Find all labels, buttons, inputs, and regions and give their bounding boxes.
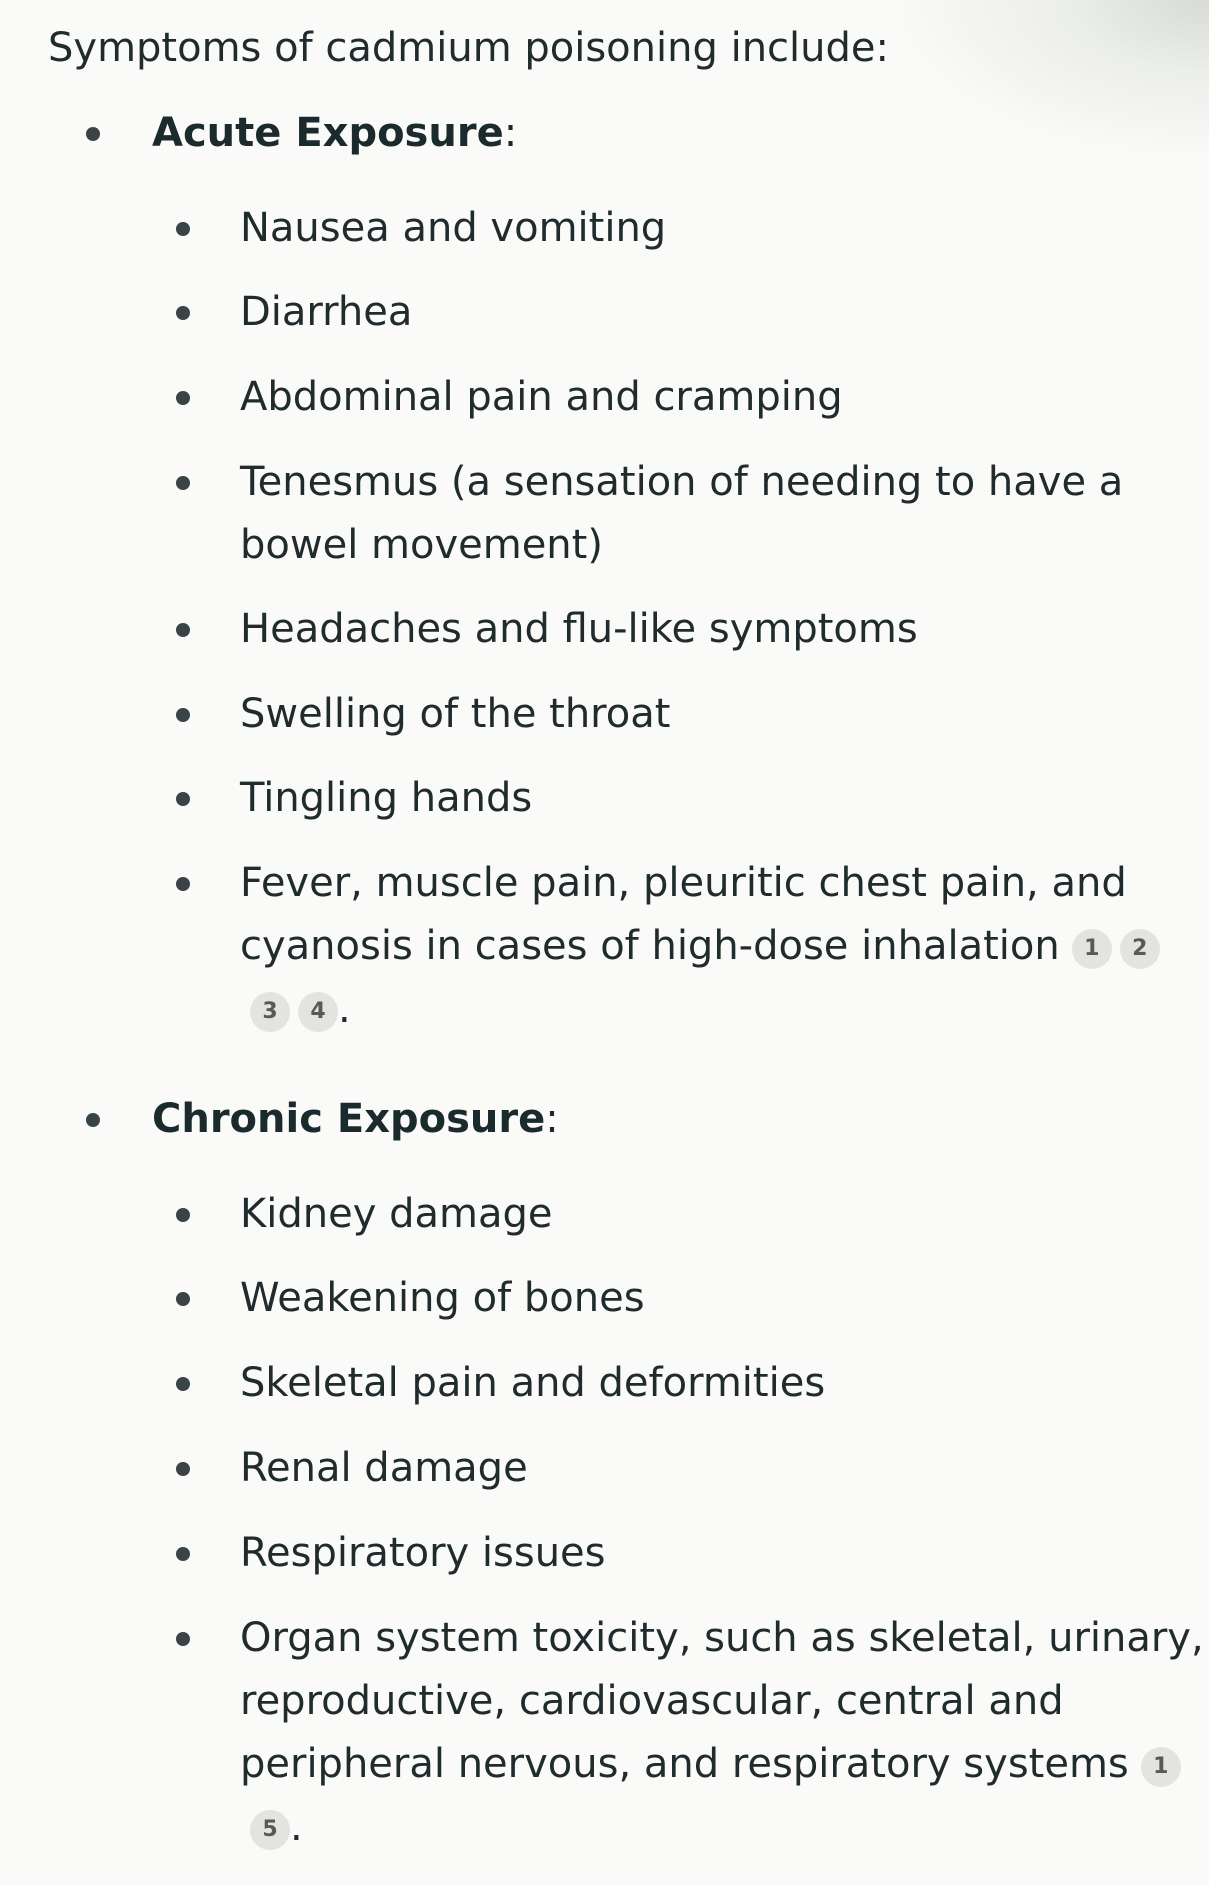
list-item [240, 1183, 1206, 1246]
list-bullet [176, 1462, 190, 1476]
list-item-text: Swelling of the throat [240, 691, 671, 737]
section-heading-suffix: : [545, 1096, 559, 1142]
list-item [240, 767, 1206, 830]
list-item [240, 451, 1206, 577]
list-item-text: Organ system toxicity, such as skeletal, urinary, reproductive, cardiovascular, central and peripheral nervous, and respiratory systems [240, 1615, 1204, 1787]
sentence-period: . [338, 986, 351, 1032]
sentence-period: . [290, 1804, 303, 1850]
list-bullet [176, 1632, 190, 1646]
list-bullet [176, 306, 190, 320]
section-heading-suffix: : [503, 110, 518, 156]
list-item-text: Nausea and vomiting [240, 205, 667, 251]
list-item [240, 598, 1206, 661]
section-bullet [86, 127, 100, 141]
list-item [240, 852, 1206, 1041]
list-item-text: Diarrhea [240, 289, 413, 335]
list-bullet [176, 1208, 190, 1222]
list-item-text: Tingling hands [240, 775, 533, 821]
list-bullet [176, 476, 190, 490]
citation-badge[interactable]: 4 [298, 992, 338, 1032]
citation-badge[interactable]: 5 [250, 1810, 290, 1850]
list-item-text: Kidney damage [240, 1191, 553, 1237]
section-heading-acute [152, 107, 517, 159]
list-bullet [176, 222, 190, 236]
list-item-text: Fever, muscle pain, pleuritic chest pain, and cyanosis in cases of high-dose inhalation [240, 860, 1127, 969]
section-heading-chronic [152, 1093, 559, 1145]
section-bullet [86, 1113, 100, 1127]
list-item-text: Renal damage [240, 1445, 528, 1491]
list-bullet [176, 792, 190, 806]
list-item-text: Skeletal pain and deformities [240, 1360, 826, 1406]
list-item [240, 1607, 1206, 1859]
list-bullet [176, 623, 190, 637]
list-bullet [176, 1292, 190, 1306]
list-item-text: Headaches and flu-like symptoms [240, 606, 918, 652]
list-item-text: Abdominal pain and cramping [240, 374, 843, 420]
citation-badge[interactable]: 1 [1072, 929, 1112, 969]
list-bullet [176, 708, 190, 722]
citation-badge[interactable]: 3 [250, 992, 290, 1032]
list-item-text: Respiratory issues [240, 1530, 606, 1576]
list-item [240, 1352, 1206, 1415]
section-heading-label: Acute Exposure [152, 110, 504, 156]
list-item [240, 1437, 1206, 1500]
list-bullet [176, 1377, 190, 1391]
list-item [240, 1267, 1206, 1330]
citation-badge[interactable]: 2 [1120, 929, 1160, 969]
list-bullet [176, 1547, 190, 1561]
list-item [240, 1522, 1206, 1585]
list-bullet [176, 391, 190, 405]
list-item [240, 366, 1206, 429]
list-item [240, 683, 1206, 746]
list-item [240, 197, 1206, 260]
list-item-text: Weakening of bones [240, 1275, 645, 1321]
citation-badge[interactable]: 1 [1141, 1747, 1181, 1787]
section-heading-label: Chronic Exposure [152, 1096, 546, 1142]
list-item-text: Tenesmus (a sensation of needing to have a bowel movement) [240, 459, 1124, 568]
list-item [240, 281, 1206, 344]
intro-text: Symptoms of cadmium poisoning include: [48, 25, 889, 71]
list-bullet [176, 877, 190, 891]
